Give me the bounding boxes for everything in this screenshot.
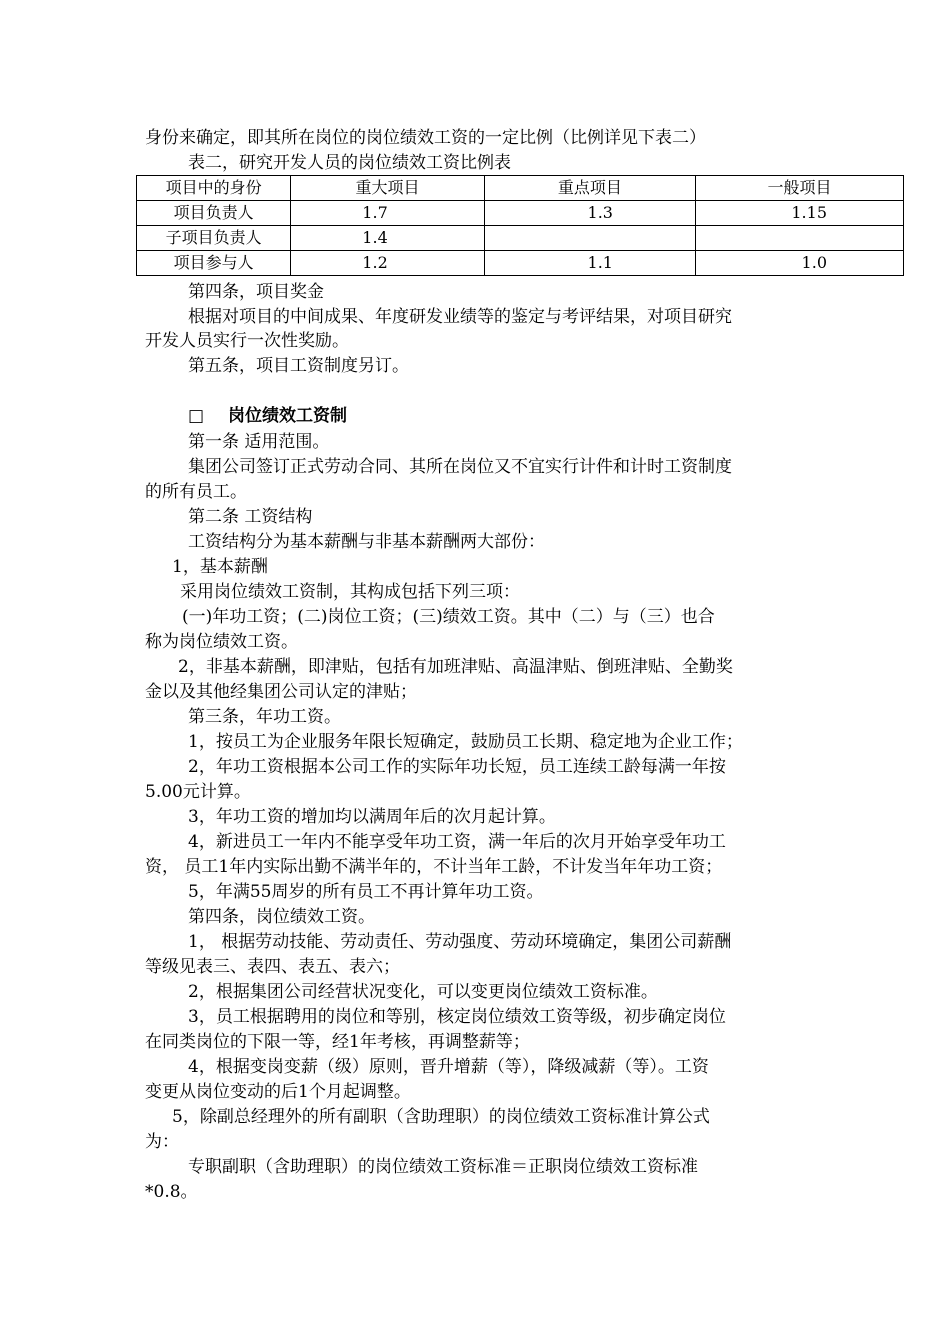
- text-line: 2，年功工资根据本公司工作的实际年功长短，员工连续工龄每满一年按: [188, 757, 726, 777]
- text-line: 金以及其他经集团公司认定的津贴；: [145, 682, 417, 702]
- table-cell: 1.2: [291, 251, 485, 276]
- table-cell: 项目负责人: [137, 201, 291, 226]
- text-line: 根据对项目的中间成果、年度研发业绩等的鉴定与考评结果，对项目研究: [188, 307, 732, 327]
- text-line: 4，根据变岗变薪（级）原则，晋升增薪（等），降级减薪（等）。工资: [188, 1057, 709, 1077]
- text-line: 变更从岗位变动的后1个月起调整。: [145, 1082, 411, 1102]
- table-header-cell: 一般项目: [695, 176, 903, 201]
- text-line: 资， 员工1年内实际出勤不满半年的，不计当年工龄，不计发当年年功工资；: [145, 857, 723, 877]
- formula-line: 专职副职（含助理职）的岗位绩效工资标准＝正职岗位绩效工资标准: [188, 1157, 698, 1177]
- table-row: [137, 201, 904, 226]
- text-line: 3，年功工资的增加均以满周年后的次月起计算。: [188, 807, 556, 827]
- text-line: 3，员工根据聘用的岗位和等别，核定岗位绩效工资等级，初步确定岗位: [188, 1007, 726, 1027]
- text-line: 5，除副总经理外的所有副职（含助理职）的岗位绩效工资标准计算公式: [172, 1107, 710, 1127]
- table-header-row: [137, 176, 904, 201]
- article-heading: 第四条，岗位绩效工资。: [188, 907, 375, 927]
- text-line: 称为岗位绩效工资。: [145, 632, 298, 652]
- section-heading: [188, 405, 347, 427]
- article-heading: 第五条，项目工资制度另订。: [188, 356, 409, 376]
- table-cell: 1.15: [695, 201, 903, 226]
- article-heading: 第二条 工资结构: [188, 507, 313, 527]
- checkbox-icon: □: [188, 406, 205, 426]
- text-line: 5，年满55周岁的所有员工不再计算年功工资。: [188, 882, 544, 902]
- text-line: 1，按员工为企业服务年限长短确定，鼓励员工长期、稳定地为企业工作；: [188, 732, 743, 752]
- text-line: 的所有员工。: [145, 482, 247, 502]
- text-line: 集团公司签订正式劳动合同、其所在岗位又不宜实行计件和计时工资制度: [188, 457, 732, 477]
- table-cell: 1.0: [695, 251, 903, 276]
- table-cell: 1.4: [291, 226, 485, 251]
- table-cell: 1.3: [484, 201, 695, 226]
- text-line: 身份来确定，即其所在岗位的岗位绩效工资的一定比例（比例详见下表二）: [145, 128, 706, 148]
- text-line: 为：: [145, 1132, 179, 1152]
- text-line: 2，非基本薪酬，即津贴，包括有加班津贴、高温津贴、倒班津贴、全勤奖: [178, 657, 733, 677]
- text-line: 5.00元计算。: [145, 782, 251, 802]
- table-cell: 子项目负责人: [137, 226, 291, 251]
- formula-line: *0.8。: [145, 1182, 198, 1202]
- table-header-cell: 重点项目: [484, 176, 695, 201]
- table-caption: 表二，研究开发人员的岗位绩效工资比例表: [188, 153, 511, 173]
- text-line: 1， 根据劳动技能、劳动责任、劳动强度、劳动环境确定，集团公司薪酬: [188, 932, 732, 952]
- text-line: 采用岗位绩效工资制，其构成包括下列三项：: [180, 582, 520, 602]
- text-line: 在同类岗位的下限一等，经1年考核，再调整薪等；: [145, 1032, 530, 1052]
- text-line: 1，基本薪酬: [172, 557, 268, 577]
- table-row: [137, 226, 904, 251]
- table-header-cell: 项目中的身份: [137, 176, 291, 201]
- table-row: [137, 251, 904, 276]
- text-line: 等级见表三、表四、表五、表六；: [145, 957, 400, 977]
- text-line: 2，根据集团公司经营状况变化，可以变更岗位绩效工资标准。: [188, 982, 658, 1002]
- article-heading: 第三条，年功工资。: [188, 707, 341, 727]
- text-line: 开发人员实行一次性奖励。: [145, 331, 349, 351]
- text-line: 工资结构分为基本薪酬与非基本薪酬两大部份：: [188, 532, 545, 552]
- article-heading: 第四条，项目奖金: [188, 282, 324, 302]
- table-cell: 项目参与人: [137, 251, 291, 276]
- table-cell: [484, 226, 695, 251]
- text-line: (一)年功工资；(二)岗位工资；(三)绩效工资。其中（二）与（三）也合: [182, 607, 715, 627]
- text-line: 4，新进员工一年内不能享受年功工资，满一年后的次月开始享受年功工: [188, 832, 726, 852]
- table-cell: 1.7: [291, 201, 485, 226]
- table-cell: 1.1: [484, 251, 695, 276]
- section-title: 岗位绩效工资制: [227, 406, 347, 426]
- article-heading: 第一条 适用范围。: [188, 432, 330, 452]
- table-cell: [695, 226, 903, 251]
- ratio-table: [136, 175, 904, 276]
- table-header-cell: 重大项目: [291, 176, 485, 201]
